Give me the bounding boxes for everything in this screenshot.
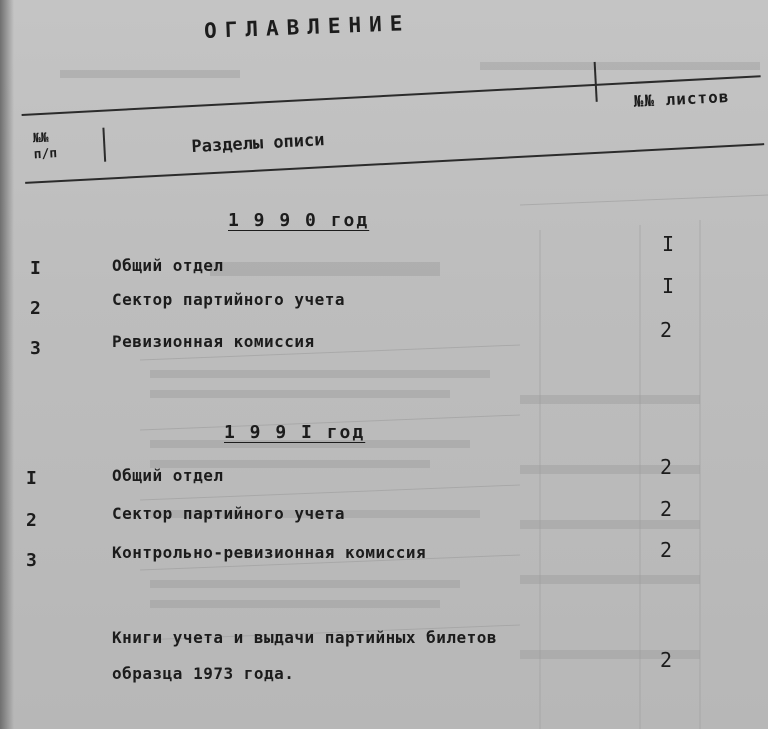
row-section-text: Общий отдел xyxy=(112,466,224,485)
row-sheets: 2 xyxy=(660,455,673,479)
footer-item-line2: образца 1973 года. xyxy=(112,664,295,683)
row-sheets: 2 xyxy=(660,538,673,562)
row-sheets: I xyxy=(662,232,675,256)
row-number: 3 xyxy=(26,550,37,571)
row-section-text: Ревизионная комиссия xyxy=(112,332,315,351)
row-number: I xyxy=(30,258,41,279)
row-number: 2 xyxy=(30,298,41,319)
row-sheets: I xyxy=(662,274,675,298)
footer-item-sheets: 2 xyxy=(660,648,673,672)
header-number-label: №№ п/п xyxy=(32,130,58,163)
row-number: 2 xyxy=(26,510,37,531)
row-sheets: 2 xyxy=(660,318,673,342)
year-heading-1990: 1 9 9 0 год xyxy=(228,210,370,231)
row-section-text: Контрольно-ревизионная комиссия xyxy=(112,543,427,562)
page-title: ОГЛАВЛЕНИЕ xyxy=(203,11,411,43)
row-section-text: Сектор партийного учета xyxy=(112,290,346,309)
row-sheets: 2 xyxy=(660,497,673,521)
footer-item-line1: Книги учета и выдачи партийных билетов xyxy=(112,628,498,647)
header-divider-1 xyxy=(102,128,106,162)
row-section-text: Общий отдел xyxy=(112,256,224,275)
header-sheets-label: №№ листов xyxy=(633,86,730,111)
row-section-text: Сектор партийного учета xyxy=(112,504,346,523)
row-number: 3 xyxy=(30,338,41,359)
header-sections-label: Разделы описи xyxy=(191,130,325,158)
header-divider-2 xyxy=(594,62,598,102)
year-heading-1991: 1 9 9 I год xyxy=(224,422,366,443)
row-number: I xyxy=(26,468,37,489)
